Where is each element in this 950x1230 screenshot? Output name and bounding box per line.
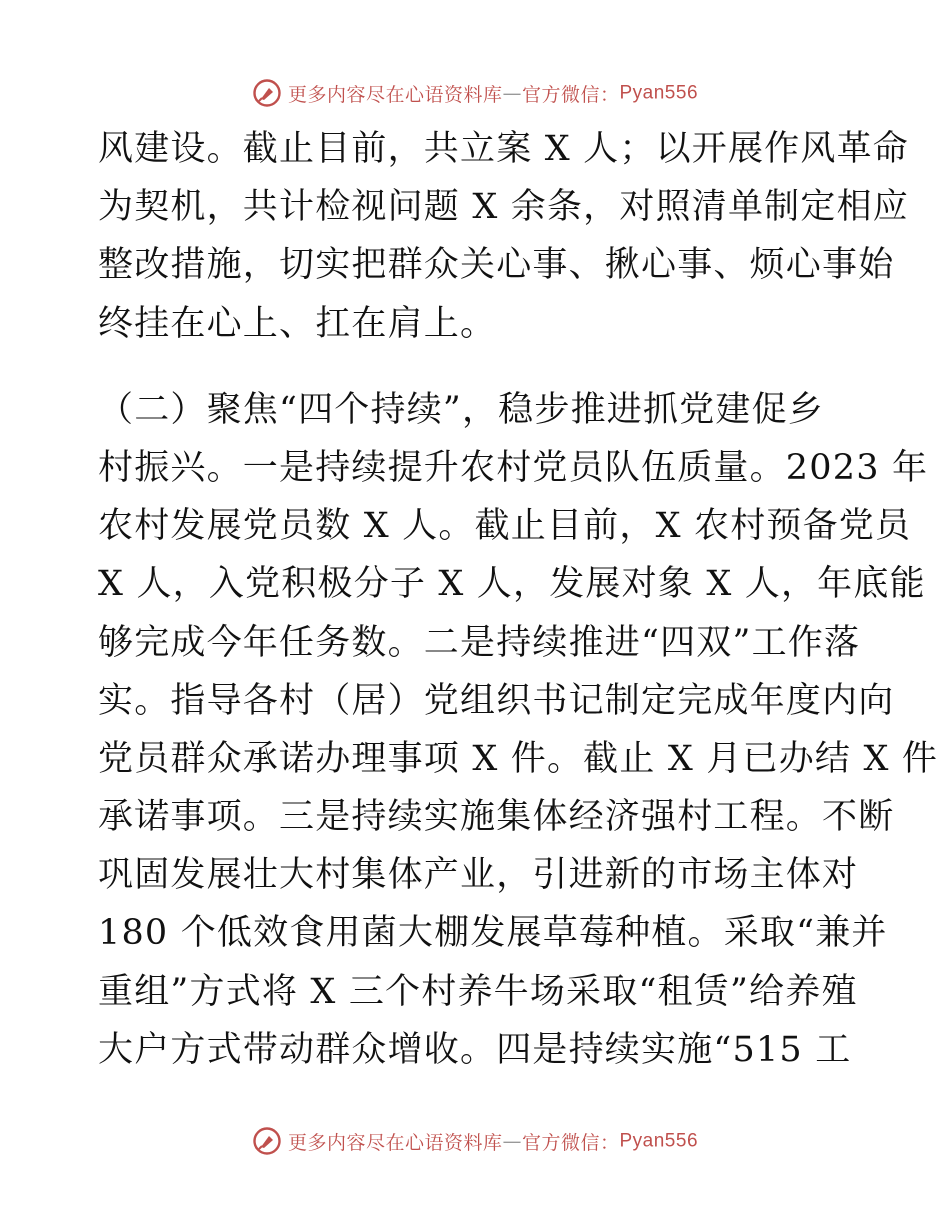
watermark-brand-text: 更多内容尽在心语资料库 (287, 83, 503, 106)
text-line: 承诺事项。三是持续实施集体经济强村工程。不断 (98, 797, 895, 838)
text-line: 够完成今年任务数。二是持续推进“四双”工作落 (98, 622, 861, 663)
text-line: 农村发展党员数 X 人。截止目前，X 农村预备党员 (98, 506, 912, 547)
pen-nib-circle-icon (252, 78, 282, 108)
watermark-official-text: 官方微信： (521, 1131, 620, 1154)
header-watermark (0, 78, 950, 108)
footer-watermark (0, 1126, 950, 1156)
watermark-brand-text: 更多内容尽在心语资料库 (287, 1131, 503, 1154)
text-line: （二）聚焦“四个持续”，稳步推进抓党建促乡 (98, 389, 824, 430)
watermark-account-id: Pyan556 (619, 1130, 699, 1151)
text-line: 村振兴。一是持续提升农村党员队伍质量。2023 年 (98, 447, 929, 488)
text-line: 终挂在心上、扛在肩上。 (98, 303, 497, 344)
text-line: 为契机，共计检视问题 X 余条，对照清单制定相应 (98, 187, 909, 228)
text-line: 巩固发展壮大村集体产业，引进新的市场主体对 (98, 855, 859, 896)
pen-nib-circle-icon (252, 1126, 282, 1156)
watermark-separator: — (502, 1130, 522, 1152)
text-line: 大户方式带动群众增收。四是持续实施“515 工 (98, 1029, 852, 1070)
paragraph-1 (98, 120, 909, 353)
text-line: 整改措施，切实把群众关心事、揪心事、烦心事始 (98, 245, 895, 286)
document-body (98, 120, 939, 1079)
paragraph-gap (98, 353, 878, 381)
text-line: 180 个低效食用菌大棚发展草莓种植。采取“兼并 (98, 913, 888, 954)
watermark-official-text: 官方微信： (521, 83, 620, 106)
text-line: 实。指导各村（居）党组织书记制定完成年度内向 (98, 680, 895, 721)
text-line: X 人，入党积极分子 X 人，发展对象 X 人，年底能 (98, 564, 926, 605)
text-line: 重组”方式将 X 三个村养牛场采取“租赁”给养殖 (98, 971, 858, 1012)
watermark-account-id: Pyan556 (619, 82, 699, 103)
text-line: 风建设。截止目前，共立案 X 人；以开展作风革命 (98, 129, 909, 169)
watermark-separator: — (502, 82, 522, 104)
text-line: 党员群众承诺办理事项 X 件。截止 X 月已办结 X 件 (98, 738, 939, 779)
paragraph-2 (98, 381, 939, 1079)
